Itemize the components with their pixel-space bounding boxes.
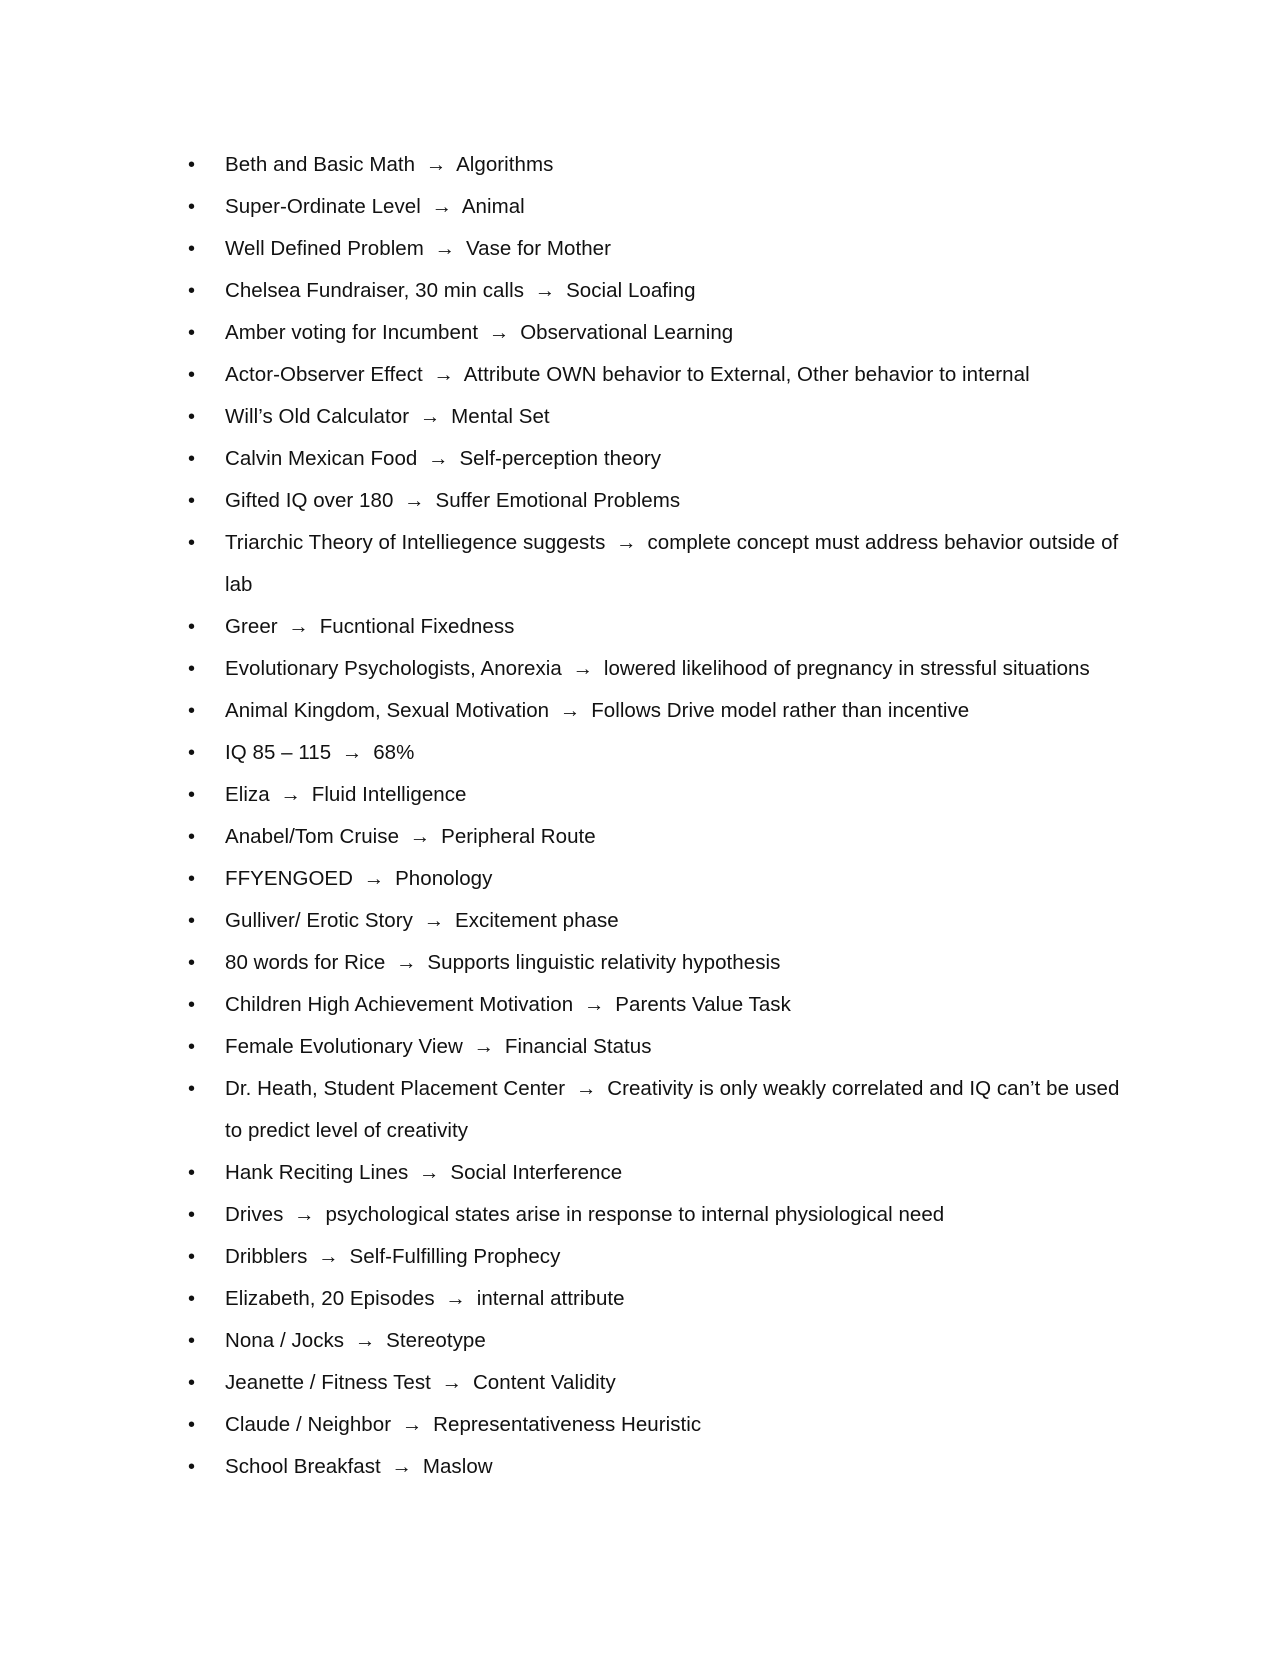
list-item-3 <box>189 228 1129 270</box>
list-item-26 <box>189 1278 1129 1320</box>
arrow-right-icon: → <box>425 153 447 176</box>
item-definition: Social Loafing <box>566 279 696 302</box>
item-term: Drives <box>225 1203 284 1226</box>
item-definition: Creativity is only weakly correlated and IQ can’t be used to predict level of creativity <box>225 1077 1120 1142</box>
item-definition: Fluid Intelligence <box>311 783 467 806</box>
item-definition: Algorithms <box>456 153 554 176</box>
item-definition: psychological states arise in response to internal physiological need <box>325 1203 945 1226</box>
item-definition: Observational Learning <box>520 321 734 344</box>
bullet-icon: • <box>188 658 196 680</box>
item-term: School Breakfast <box>225 1455 381 1478</box>
bullet-icon: • <box>188 490 196 512</box>
arrow-right-icon: → <box>488 321 510 344</box>
arrow-right-icon: → <box>354 1329 376 1352</box>
list-item-22 <box>189 1068 1129 1152</box>
item-term: Female Evolutionary View <box>225 1035 463 1058</box>
arrow-right-icon: → <box>419 1161 440 1184</box>
item-term: Actor-Observer Effect <box>225 363 423 386</box>
item-definition: Representativeness Heuristic <box>433 1413 702 1436</box>
list-item-27 <box>189 1320 1129 1362</box>
arrow-right-icon: → <box>341 741 363 764</box>
list-item-18 <box>189 900 1129 942</box>
item-definition: Fucntional Fixedness <box>319 615 515 638</box>
item-term: IQ 85 – 115 <box>225 741 332 764</box>
item-definition: internal attribute <box>476 1287 625 1310</box>
arrow-right-icon: → <box>433 363 455 386</box>
bullet-icon: • <box>188 952 196 974</box>
list-item-20 <box>189 984 1129 1026</box>
item-term: Greer <box>225 615 278 638</box>
arrow-right-icon: → <box>559 699 581 722</box>
item-term: Gulliver/ Erotic Story <box>225 909 413 932</box>
list-item-14 <box>189 732 1129 774</box>
item-definition: complete concept must address behavior outside of lab <box>225 531 1119 596</box>
bullet-icon: • <box>188 910 196 932</box>
item-definition: lowered likelihood of pregnancy in stressful situations <box>603 657 1090 680</box>
arrow-right-icon: → <box>401 1413 423 1436</box>
item-term: Elizabeth, 20 Episodes <box>225 1287 435 1310</box>
list-item-28 <box>189 1362 1129 1404</box>
item-term: Jeanette / Fitness Test <box>225 1371 431 1394</box>
list-item-19 <box>189 942 1129 984</box>
arrow-right-icon: → <box>575 1077 597 1100</box>
item-definition: Peripheral Route <box>441 825 596 848</box>
arrow-right-icon: → <box>583 993 605 1016</box>
bullet-icon: • <box>188 616 196 638</box>
bullet-icon: • <box>188 868 196 890</box>
list-item-6 <box>189 354 1129 396</box>
item-term: 80 words for Rice <box>225 951 386 974</box>
item-term: Children High Achievement Motivation <box>225 993 574 1016</box>
item-definition: Social Interference <box>450 1161 623 1184</box>
item-definition: Self-perception theory <box>459 447 662 470</box>
bullet-list <box>189 144 1129 1488</box>
arrow-right-icon: → <box>280 783 301 806</box>
arrow-right-icon: → <box>534 279 556 302</box>
bullet-icon: • <box>188 784 196 806</box>
arrow-right-icon: → <box>391 1455 413 1478</box>
item-term: Gifted IQ over 180 <box>225 489 394 512</box>
item-term: Anabel/Tom Cruise <box>225 825 400 848</box>
item-term: FFYENGOED <box>225 867 354 890</box>
item-term: Chelsea Fundraiser, 30 min calls <box>225 279 524 302</box>
bullet-icon: • <box>188 1078 196 1100</box>
arrow-right-icon: → <box>419 405 441 428</box>
bullet-icon: • <box>188 700 196 722</box>
item-term: Calvin Mexican Food <box>225 447 418 470</box>
arrow-right-icon: → <box>423 909 445 932</box>
list-item-1 <box>189 144 1129 186</box>
bullet-icon: • <box>188 994 196 1016</box>
bullet-icon: • <box>188 1204 196 1226</box>
bullet-icon: • <box>188 322 196 344</box>
bullet-icon: • <box>188 196 196 218</box>
bullet-icon: • <box>188 1246 196 1268</box>
list-item-9 <box>189 480 1129 522</box>
item-definition: Excitement phase <box>455 909 619 932</box>
list-item-21 <box>189 1026 1129 1068</box>
item-term: Nona / Jocks <box>225 1329 345 1352</box>
item-definition: Follows Drive model rather than incentive <box>591 699 970 722</box>
list-item-7 <box>189 396 1129 438</box>
item-definition: Suffer Emotional Problems <box>435 489 681 512</box>
item-definition: Supports linguistic relativity hypothesis <box>427 951 781 974</box>
item-term: Evolutionary Psychologists, Anorexia <box>225 657 562 680</box>
list-item-10 <box>189 522 1129 606</box>
list-item-13 <box>189 690 1129 732</box>
arrow-right-icon: → <box>318 1245 339 1268</box>
item-definition: Self-Fulfilling Prophecy <box>349 1245 561 1268</box>
arrow-right-icon: → <box>572 657 594 680</box>
bullet-icon: • <box>188 280 196 302</box>
item-definition: Animal <box>461 195 525 218</box>
arrow-right-icon: → <box>473 1035 495 1058</box>
arrow-right-icon: → <box>616 531 637 554</box>
list-item-4 <box>189 270 1129 312</box>
bullet-icon: • <box>188 1414 196 1436</box>
bullet-icon: • <box>188 1456 196 1478</box>
list-item-11 <box>189 606 1129 648</box>
item-term: Super-Ordinate Level <box>225 195 421 218</box>
item-definition: Stereotype <box>386 1329 486 1352</box>
arrow-right-icon: → <box>294 1203 315 1226</box>
item-term: Claude / Neighbor <box>225 1413 392 1436</box>
item-term: Hank Reciting Lines <box>225 1161 409 1184</box>
bullet-icon: • <box>188 154 196 176</box>
bullet-icon: • <box>188 1162 196 1184</box>
list-item-25 <box>189 1236 1129 1278</box>
list-item-12 <box>189 648 1129 690</box>
arrow-right-icon: → <box>409 825 431 848</box>
item-term: Animal Kingdom, Sexual Motivation <box>225 699 550 722</box>
list-item-2 <box>189 186 1129 228</box>
bullet-icon: • <box>188 364 196 386</box>
bullet-icon: • <box>188 238 196 260</box>
bullet-icon: • <box>188 448 196 470</box>
list-item-30 <box>189 1446 1129 1488</box>
item-definition: 68% <box>373 741 415 764</box>
arrow-right-icon: → <box>434 237 456 260</box>
item-term: Amber voting for Incumbent <box>225 321 479 344</box>
list-item-8 <box>189 438 1129 480</box>
item-definition: Mental Set <box>451 405 550 428</box>
arrow-right-icon: → <box>428 447 449 470</box>
arrow-right-icon: → <box>441 1371 463 1394</box>
item-term: Dribblers <box>225 1245 308 1268</box>
arrow-right-icon: → <box>445 1287 466 1310</box>
bullet-icon: • <box>188 1372 196 1394</box>
item-definition: Parents Value Task <box>615 993 791 1016</box>
bullet-icon: • <box>188 1288 196 1310</box>
list-item-24 <box>189 1194 1129 1236</box>
list-item-5 <box>189 312 1129 354</box>
list-item-17 <box>189 858 1129 900</box>
bullet-icon: • <box>188 532 196 554</box>
bullet-icon: • <box>188 1036 196 1058</box>
item-term: Eliza <box>225 783 270 806</box>
arrow-right-icon: → <box>363 867 385 890</box>
list-item-23 <box>189 1152 1129 1194</box>
arrow-right-icon: → <box>431 195 453 218</box>
arrow-right-icon: → <box>404 489 425 512</box>
list-item-29 <box>189 1404 1129 1446</box>
item-definition: Vase for Mother <box>465 237 612 260</box>
item-definition: Financial Status <box>504 1035 652 1058</box>
item-definition: Attribute OWN behavior to External, Other behavior to internal <box>463 363 1030 386</box>
item-definition: Content Validity <box>472 1371 616 1394</box>
list-item-16 <box>189 816 1129 858</box>
item-term: Well Defined Problem <box>225 237 424 260</box>
item-definition: Maslow <box>422 1455 493 1478</box>
arrow-right-icon: → <box>396 951 417 974</box>
item-term: Beth and Basic Math <box>225 153 416 176</box>
item-term: Will’s Old Calculator <box>225 405 410 428</box>
item-term: Dr. Heath, Student Placement Center <box>225 1077 566 1100</box>
bullet-icon: • <box>188 1330 196 1352</box>
item-term: Triarchic Theory of Intelliegence suggests <box>225 531 606 554</box>
bullet-icon: • <box>188 826 196 848</box>
bullet-icon: • <box>188 406 196 428</box>
bullet-icon: • <box>188 742 196 764</box>
arrow-right-icon: → <box>288 615 309 638</box>
list-item-15 <box>189 774 1129 816</box>
item-definition: Phonology <box>395 867 493 890</box>
